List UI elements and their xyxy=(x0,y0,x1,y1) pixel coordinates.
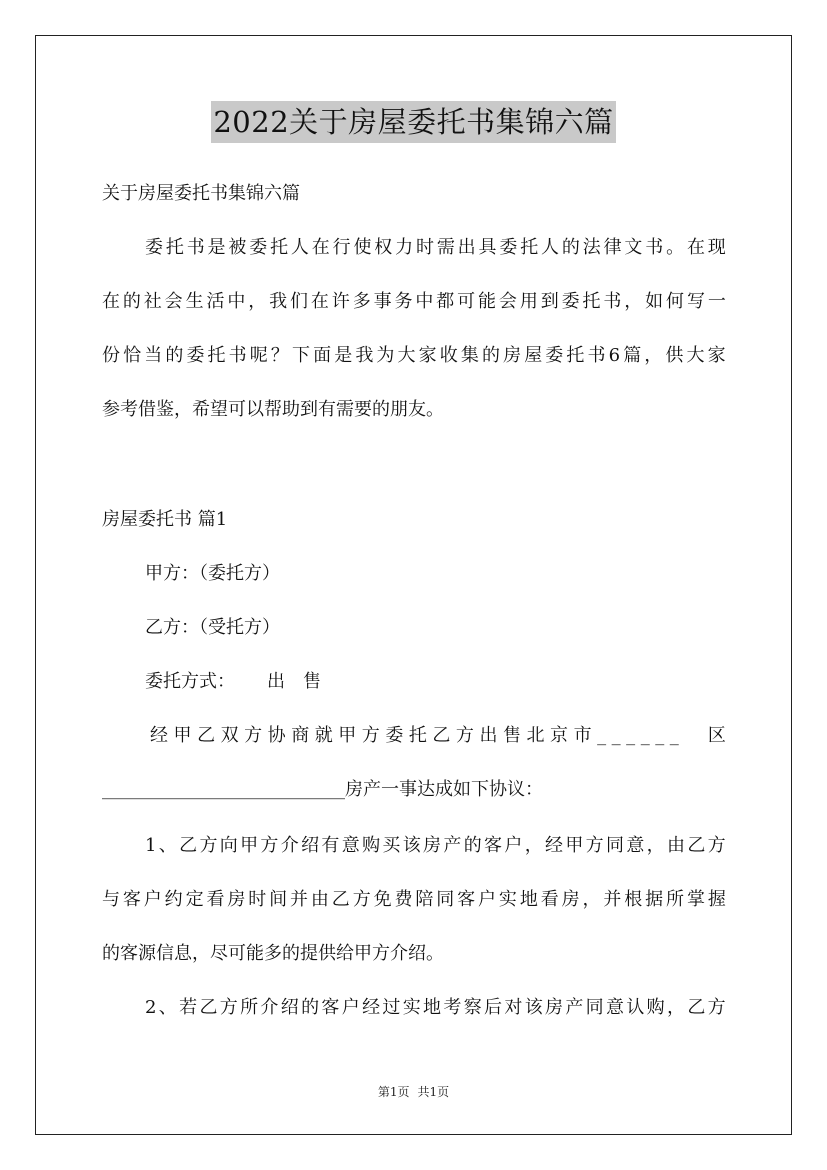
intro-line-4: 参考借鉴，希望可以帮助到有需要的朋友。 xyxy=(102,399,444,420)
entrust-method xyxy=(145,670,321,694)
clause-1-line-1: 1 、 乙 方 向 甲 方 介 绍 有 意 购 买 该 房 产 的 客 户 ， 经 甲 方 同 意 ， 由 乙 方 xyxy=(145,835,726,856)
title-container xyxy=(0,101,827,143)
clause-1-line-3: 的客源信息，尽可能多的提供给甲方介绍。 xyxy=(102,943,444,964)
section-heading: 房屋委托书 篇1 xyxy=(102,509,228,530)
page-footer xyxy=(0,1084,827,1100)
page-total: 共1页 xyxy=(417,1085,450,1099)
clause-1-line-2: 与 客 户 约 定 看 房 时 间 并 由 乙 方 免 费 陪 同 客 户 实 地 看 房 ， 并 根 据 所 掌 握 xyxy=(102,889,726,910)
agreement-line-2: ___________________________房产一事达成如下协议： xyxy=(102,779,543,800)
intro-line-2: 在 的 社 会 生 活 中 ， 我 们 在 许 多 事 务 中 都 可 能 会 用 到 委 托 书 ， 如 何 写 一 xyxy=(102,291,726,312)
party-b: 乙方：（受托方） xyxy=(145,617,280,638)
agreement-line-1: 经 甲 乙 双 方 协 商 就 甲 方 委 托 乙 方 出 售 北 京 市 _ _ _ _ _ _ 区 xyxy=(150,725,726,746)
clause-2-line-1: 2 、 若 乙 方 所 介 绍 的 客 户 经 过 实 地 考 察 后 对 该 房 产 同 意 认 购 ， 乙 方 xyxy=(145,997,726,1018)
subtitle: 关于房屋委托书集锦六篇 xyxy=(102,183,300,204)
intro-line-3: 份 恰 当 的 委 托 书 呢 ？ 下 面 是 我 为 大 家 收 集 的 房 屋 委 托 书 6 篇 ， 供 大 家 xyxy=(102,345,726,366)
entrust-method-value: 出 售 xyxy=(267,671,321,692)
document-title: 2022关于房屋委托书集锦六篇 xyxy=(211,101,615,143)
entrust-method-label: 委托方式： xyxy=(145,671,235,692)
party-a: 甲方：（委托方） xyxy=(145,563,280,584)
page-number: 第1页 xyxy=(377,1085,410,1099)
intro-line-1: 委 托 书 是 被 委 托 人 在 行 使 权 力 时 需 出 具 委 托 人 的 法 律 文 书 。 在 现 xyxy=(145,237,726,258)
